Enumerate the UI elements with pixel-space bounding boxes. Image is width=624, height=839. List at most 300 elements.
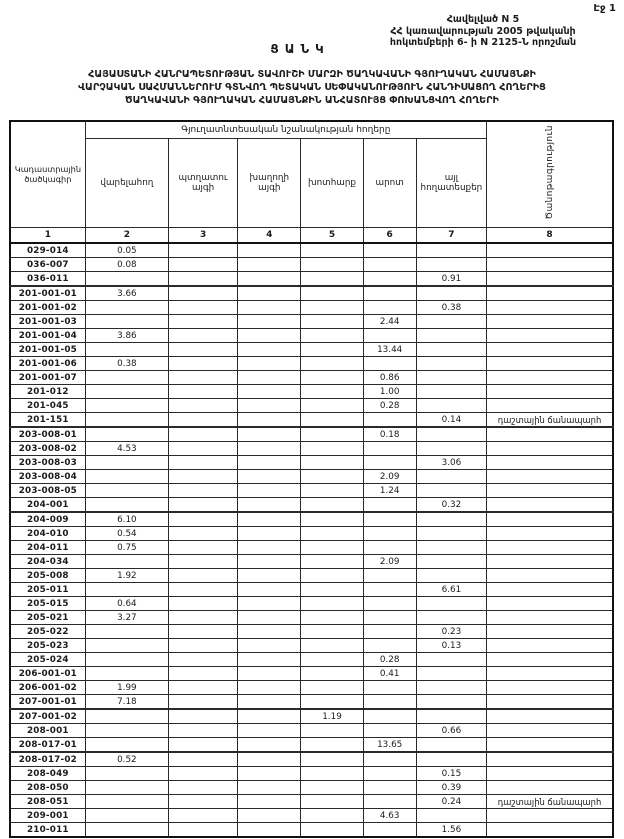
area-value-cell: 0.32 xyxy=(416,498,486,513)
area-value-cell xyxy=(301,498,363,513)
column-number: 5 xyxy=(301,228,363,244)
land-parcel-table xyxy=(9,120,614,838)
area-value-cell xyxy=(363,767,416,781)
column-number: 7 xyxy=(416,228,486,244)
area-value-cell xyxy=(85,470,168,484)
area-value-cell xyxy=(169,343,238,357)
area-value-cell xyxy=(169,527,238,541)
area-value-cell: 1.24 xyxy=(363,484,416,498)
area-value-cell xyxy=(238,427,301,442)
table-row xyxy=(10,470,613,484)
note-cell xyxy=(487,653,613,667)
area-value-cell xyxy=(363,611,416,625)
area-value-cell xyxy=(169,243,238,258)
area-value-cell xyxy=(85,498,168,513)
note-cell xyxy=(487,512,613,527)
cadastral-code-cell: 207-001-02 xyxy=(10,709,85,724)
area-value-cell: 0.08 xyxy=(85,258,168,272)
note-cell xyxy=(487,752,613,767)
vineyard-header: խաղողի այգի xyxy=(238,139,301,228)
area-value-cell xyxy=(301,653,363,667)
agricultural-lands-group-header: Գյուղատնտեսական նշանակության հողերը xyxy=(85,121,486,139)
area-value-cell xyxy=(169,442,238,456)
area-value-cell xyxy=(85,639,168,653)
area-value-cell xyxy=(238,709,301,724)
area-value-cell xyxy=(169,611,238,625)
cadastral-code-cell: 205-011 xyxy=(10,583,85,597)
area-value-cell xyxy=(363,695,416,710)
area-value-cell xyxy=(363,541,416,555)
area-value-cell xyxy=(363,286,416,301)
area-value-cell xyxy=(169,484,238,498)
note-cell xyxy=(487,738,613,753)
area-value-cell xyxy=(416,653,486,667)
area-value-cell xyxy=(85,583,168,597)
area-value-cell xyxy=(363,272,416,287)
area-value-cell xyxy=(238,738,301,753)
table-row xyxy=(10,611,613,625)
area-value-cell: 3.27 xyxy=(85,611,168,625)
table-row xyxy=(10,442,613,456)
table-row xyxy=(10,695,613,710)
area-value-cell: 1.56 xyxy=(416,823,486,838)
area-value-cell xyxy=(363,527,416,541)
area-value-cell xyxy=(363,681,416,695)
cadastral-code-cell: 203-008-02 xyxy=(10,442,85,456)
area-value-cell xyxy=(238,470,301,484)
area-value-cell xyxy=(363,243,416,258)
cadastral-code-cell: 029-014 xyxy=(10,243,85,258)
table-row xyxy=(10,301,613,315)
area-value-cell xyxy=(169,541,238,555)
area-value-cell xyxy=(363,258,416,272)
area-value-cell xyxy=(301,456,363,470)
area-value-cell xyxy=(238,315,301,329)
cadastral-code-cell: 208-051 xyxy=(10,795,85,809)
note-cell xyxy=(487,343,613,357)
area-value-cell xyxy=(301,427,363,442)
area-value-cell xyxy=(363,442,416,456)
note-cell xyxy=(487,767,613,781)
column-number: 4 xyxy=(238,228,301,244)
note-cell xyxy=(487,809,613,823)
area-value-cell xyxy=(169,512,238,527)
table-row xyxy=(10,315,613,329)
area-value-cell xyxy=(169,286,238,301)
table-row xyxy=(10,639,613,653)
table-row xyxy=(10,371,613,385)
area-value-cell: 0.52 xyxy=(85,752,168,767)
area-value-cell xyxy=(238,724,301,738)
note-cell: դաշտային ճանապարհ xyxy=(487,795,613,809)
area-value-cell xyxy=(238,258,301,272)
area-value-cell: 13.44 xyxy=(363,343,416,357)
area-value-cell xyxy=(238,597,301,611)
note-cell xyxy=(487,357,613,371)
area-value-cell xyxy=(363,569,416,583)
area-value-cell xyxy=(301,681,363,695)
area-value-cell xyxy=(169,583,238,597)
note-cell xyxy=(487,301,613,315)
area-value-cell xyxy=(238,527,301,541)
area-value-cell xyxy=(169,371,238,385)
note-header-vertical-text: Ծանոթագրություն xyxy=(544,125,555,220)
area-value-cell xyxy=(416,752,486,767)
area-value-cell xyxy=(416,243,486,258)
cadastral-code-cell: 203-008-01 xyxy=(10,427,85,442)
area-value-cell xyxy=(301,243,363,258)
hayfield-header: խոտհարք xyxy=(301,139,363,228)
area-value-cell xyxy=(238,456,301,470)
area-value-cell xyxy=(301,695,363,710)
area-value-cell: 0.15 xyxy=(416,767,486,781)
area-value-cell xyxy=(363,625,416,639)
table-row xyxy=(10,286,613,301)
area-value-cell xyxy=(238,625,301,639)
table-row xyxy=(10,667,613,681)
area-value-cell xyxy=(169,653,238,667)
area-value-cell xyxy=(301,724,363,738)
area-value-cell: 0.41 xyxy=(363,667,416,681)
area-value-cell xyxy=(169,315,238,329)
note-cell xyxy=(487,695,613,710)
area-value-cell xyxy=(238,569,301,583)
cadastral-code-cell: 205-015 xyxy=(10,597,85,611)
column-number: 1 xyxy=(10,228,85,244)
area-value-cell xyxy=(169,823,238,838)
area-value-cell xyxy=(169,427,238,442)
header-group-row xyxy=(10,121,613,139)
area-value-cell xyxy=(301,371,363,385)
area-value-cell xyxy=(363,413,416,428)
area-value-cell xyxy=(363,781,416,795)
area-value-cell xyxy=(169,795,238,809)
note-cell xyxy=(487,258,613,272)
area-value-cell xyxy=(416,484,486,498)
table-row xyxy=(10,527,613,541)
area-value-cell xyxy=(416,709,486,724)
area-value-cell xyxy=(301,569,363,583)
area-value-cell xyxy=(416,512,486,527)
area-value-cell xyxy=(169,385,238,399)
note-cell xyxy=(487,484,613,498)
area-value-cell xyxy=(238,611,301,625)
cadastral-code-cell: 201-151 xyxy=(10,413,85,428)
table-row xyxy=(10,329,613,343)
area-value-cell: 0.14 xyxy=(416,413,486,428)
cadastral-code-cell: 204-009 xyxy=(10,512,85,527)
cadastral-code-cell: 208-050 xyxy=(10,781,85,795)
cadastral-code-cell: 208-049 xyxy=(10,767,85,781)
cadastral-code-cell: 204-011 xyxy=(10,541,85,555)
table-body xyxy=(10,243,613,837)
table-row xyxy=(10,456,613,470)
area-value-cell: 6.10 xyxy=(85,512,168,527)
area-value-cell xyxy=(416,442,486,456)
note-cell xyxy=(487,569,613,583)
area-value-cell xyxy=(238,695,301,710)
area-value-cell xyxy=(238,512,301,527)
document-title xyxy=(0,68,624,107)
table-row xyxy=(10,399,613,413)
cadastral-code-cell: 201-001-03 xyxy=(10,315,85,329)
area-value-cell: 3.86 xyxy=(85,329,168,343)
note-cell xyxy=(487,272,613,287)
cadastral-code-cell: 208-017-02 xyxy=(10,752,85,767)
area-value-cell xyxy=(416,371,486,385)
area-value-cell xyxy=(169,639,238,653)
column-number: 8 xyxy=(487,228,613,244)
area-value-cell: 1.00 xyxy=(363,385,416,399)
area-value-cell xyxy=(85,767,168,781)
area-value-cell xyxy=(416,286,486,301)
area-value-cell xyxy=(169,781,238,795)
area-value-cell xyxy=(416,470,486,484)
area-value-cell xyxy=(238,639,301,653)
table-row xyxy=(10,795,613,809)
area-value-cell xyxy=(416,555,486,569)
area-value-cell xyxy=(238,583,301,597)
area-value-cell: 2.09 xyxy=(363,470,416,484)
area-value-cell: 0.39 xyxy=(416,781,486,795)
area-value-cell xyxy=(363,752,416,767)
table-row xyxy=(10,272,613,287)
area-value-cell xyxy=(301,597,363,611)
area-value-cell: 0.91 xyxy=(416,272,486,287)
area-value-cell xyxy=(238,286,301,301)
area-value-cell: 4.63 xyxy=(363,809,416,823)
area-value-cell xyxy=(238,484,301,498)
note-cell xyxy=(487,498,613,513)
area-value-cell xyxy=(363,823,416,838)
cadastral-code-header: Կադաստրային ծածկագիր xyxy=(10,121,85,228)
area-value-cell xyxy=(301,258,363,272)
area-value-cell: 3.06 xyxy=(416,456,486,470)
cadastral-code-cell: 209-001 xyxy=(10,809,85,823)
area-value-cell xyxy=(169,329,238,343)
area-value-cell xyxy=(85,343,168,357)
note-cell: դաշտային ճանապարհ xyxy=(487,413,613,428)
table-row xyxy=(10,709,613,724)
area-value-cell xyxy=(416,738,486,753)
area-value-cell xyxy=(238,385,301,399)
area-value-cell xyxy=(416,597,486,611)
area-value-cell xyxy=(416,399,486,413)
note-cell xyxy=(487,527,613,541)
area-value-cell xyxy=(238,301,301,315)
area-value-cell xyxy=(301,357,363,371)
area-value-cell xyxy=(85,653,168,667)
note-cell xyxy=(487,371,613,385)
area-value-cell xyxy=(238,399,301,413)
title-line: ՀԱՅԱՍՏԱՆԻ ՀԱՆՐԱՊԵՏՈՒԹՅԱՆ ՏԱՎՈՒՇԻ ՄԱՐԶԻ ԾԱՂԿԱՎԱՆԻ ԳՅՈՒՂԱԿԱՆ ՀԱՄԱՅՆՔԻ xyxy=(88,69,536,80)
area-value-cell xyxy=(169,498,238,513)
area-value-cell: 4.53 xyxy=(85,442,168,456)
cadastral-code-cell: 201-001-01 xyxy=(10,286,85,301)
area-value-cell: 2.09 xyxy=(363,555,416,569)
note-cell xyxy=(487,442,613,456)
table-row xyxy=(10,597,613,611)
area-value-cell xyxy=(416,315,486,329)
table-row xyxy=(10,809,613,823)
note-cell xyxy=(487,611,613,625)
area-value-cell: 0.75 xyxy=(85,541,168,555)
area-value-cell xyxy=(85,795,168,809)
note-cell xyxy=(487,555,613,569)
cadastral-code-cell: 204-001 xyxy=(10,498,85,513)
area-value-cell xyxy=(301,767,363,781)
note-cell xyxy=(487,385,613,399)
area-value-cell xyxy=(416,427,486,442)
area-value-cell: 0.13 xyxy=(416,639,486,653)
table-row xyxy=(10,823,613,838)
table-row xyxy=(10,724,613,738)
area-value-cell xyxy=(169,597,238,611)
area-value-cell: 1.99 xyxy=(85,681,168,695)
cadastral-code-cell: 203-008-04 xyxy=(10,470,85,484)
area-value-cell xyxy=(169,399,238,413)
cadastral-code-cell: 201-001-07 xyxy=(10,371,85,385)
cadastral-code-cell: 206-001-02 xyxy=(10,681,85,695)
area-value-cell: 3.66 xyxy=(85,286,168,301)
cadastral-code-cell: 210-011 xyxy=(10,823,85,838)
area-value-cell xyxy=(238,767,301,781)
area-value-cell xyxy=(238,555,301,569)
area-value-cell xyxy=(301,752,363,767)
area-value-cell: 0.38 xyxy=(85,357,168,371)
area-value-cell xyxy=(85,484,168,498)
area-value-cell xyxy=(301,442,363,456)
area-value-cell xyxy=(238,809,301,823)
area-value-cell xyxy=(85,272,168,287)
column-number: 3 xyxy=(169,228,238,244)
area-value-cell xyxy=(85,371,168,385)
note-cell xyxy=(487,667,613,681)
cadastral-code-cell: 205-008 xyxy=(10,569,85,583)
note-cell xyxy=(487,315,613,329)
area-value-cell xyxy=(363,357,416,371)
table-row xyxy=(10,625,613,639)
area-value-cell xyxy=(301,527,363,541)
area-value-cell xyxy=(301,301,363,315)
cadastral-code-cell: 201-012 xyxy=(10,385,85,399)
title-line: ՎԱՐՉԱԿԱՆ ՍԱՀՄԱՆՆԵՐՈՒՄ ԳՏՆՎՈՂ ՊԵՏԱԿԱՆ ՍԵՓԱԿԱՆՈՒԹՅՈՒՆ ՀԱՆԴԻՍԱՑՈՂ ՀՈՂԵՐԻՑ xyxy=(78,82,546,93)
area-value-cell xyxy=(238,442,301,456)
area-value-cell: 0.64 xyxy=(85,597,168,611)
area-value-cell xyxy=(301,583,363,597)
area-value-cell xyxy=(238,243,301,258)
area-value-cell xyxy=(85,781,168,795)
area-value-cell: 1.92 xyxy=(85,569,168,583)
area-value-cell xyxy=(416,329,486,343)
cadastral-code-cell: 204-010 xyxy=(10,527,85,541)
table-row xyxy=(10,681,613,695)
area-value-cell xyxy=(238,371,301,385)
appendix-line: Հավելված N 5 xyxy=(446,14,520,25)
note-cell xyxy=(487,286,613,301)
area-value-cell xyxy=(169,724,238,738)
area-value-cell xyxy=(301,512,363,527)
cadastral-code-cell: 201-001-05 xyxy=(10,343,85,357)
table-row xyxy=(10,555,613,569)
area-value-cell: 6.61 xyxy=(416,583,486,597)
table-row xyxy=(10,343,613,357)
other-lands-header: այլ հողատեսքեր xyxy=(416,139,486,228)
area-value-cell xyxy=(238,752,301,767)
table-row xyxy=(10,583,613,597)
note-cell xyxy=(487,625,613,639)
area-value-cell xyxy=(85,625,168,639)
cadastral-code-cell: 207-001-01 xyxy=(10,695,85,710)
area-value-cell xyxy=(301,555,363,569)
area-value-cell xyxy=(169,470,238,484)
area-value-cell xyxy=(169,272,238,287)
area-value-cell xyxy=(238,823,301,838)
area-value-cell xyxy=(363,329,416,343)
area-value-cell xyxy=(169,456,238,470)
area-value-cell xyxy=(85,413,168,428)
area-value-cell xyxy=(169,625,238,639)
note-cell xyxy=(487,781,613,795)
area-value-cell xyxy=(85,709,168,724)
area-value-cell xyxy=(301,781,363,795)
area-value-cell: 0.18 xyxy=(363,427,416,442)
note-cell xyxy=(487,243,613,258)
area-value-cell xyxy=(416,258,486,272)
table-row xyxy=(10,738,613,753)
cadastral-code-cell: 201-045 xyxy=(10,399,85,413)
area-value-cell xyxy=(301,795,363,809)
area-value-cell: 0.54 xyxy=(85,527,168,541)
table-row xyxy=(10,752,613,767)
area-value-cell xyxy=(301,823,363,838)
area-value-cell xyxy=(363,301,416,315)
area-value-cell xyxy=(363,709,416,724)
area-value-cell xyxy=(301,329,363,343)
area-value-cell xyxy=(85,301,168,315)
area-value-cell xyxy=(416,357,486,371)
area-value-cell xyxy=(169,555,238,569)
area-value-cell: 0.28 xyxy=(363,653,416,667)
area-value-cell xyxy=(301,667,363,681)
table-row xyxy=(10,512,613,527)
area-value-cell xyxy=(85,823,168,838)
table-row xyxy=(10,413,613,428)
area-value-cell xyxy=(169,695,238,710)
area-value-cell xyxy=(85,385,168,399)
appendix-line: ՀՀ կառավարության 2005 թվականի xyxy=(390,25,576,37)
area-value-cell xyxy=(301,738,363,753)
area-value-cell xyxy=(363,724,416,738)
area-value-cell xyxy=(238,667,301,681)
page-number: Էջ 1 xyxy=(593,3,616,14)
table-row xyxy=(10,484,613,498)
area-value-cell xyxy=(363,498,416,513)
note-cell xyxy=(487,681,613,695)
cadastral-code-cell: 201-001-04 xyxy=(10,329,85,343)
table-row xyxy=(10,427,613,442)
area-value-cell xyxy=(169,258,238,272)
note-cell xyxy=(487,329,613,343)
area-value-cell xyxy=(169,357,238,371)
table-row xyxy=(10,653,613,667)
note-cell xyxy=(487,823,613,838)
area-value-cell xyxy=(416,695,486,710)
area-value-cell xyxy=(85,427,168,442)
document-type-heading: ՑԱՆԿ xyxy=(270,42,330,56)
note-cell xyxy=(487,541,613,555)
area-value-cell xyxy=(301,315,363,329)
